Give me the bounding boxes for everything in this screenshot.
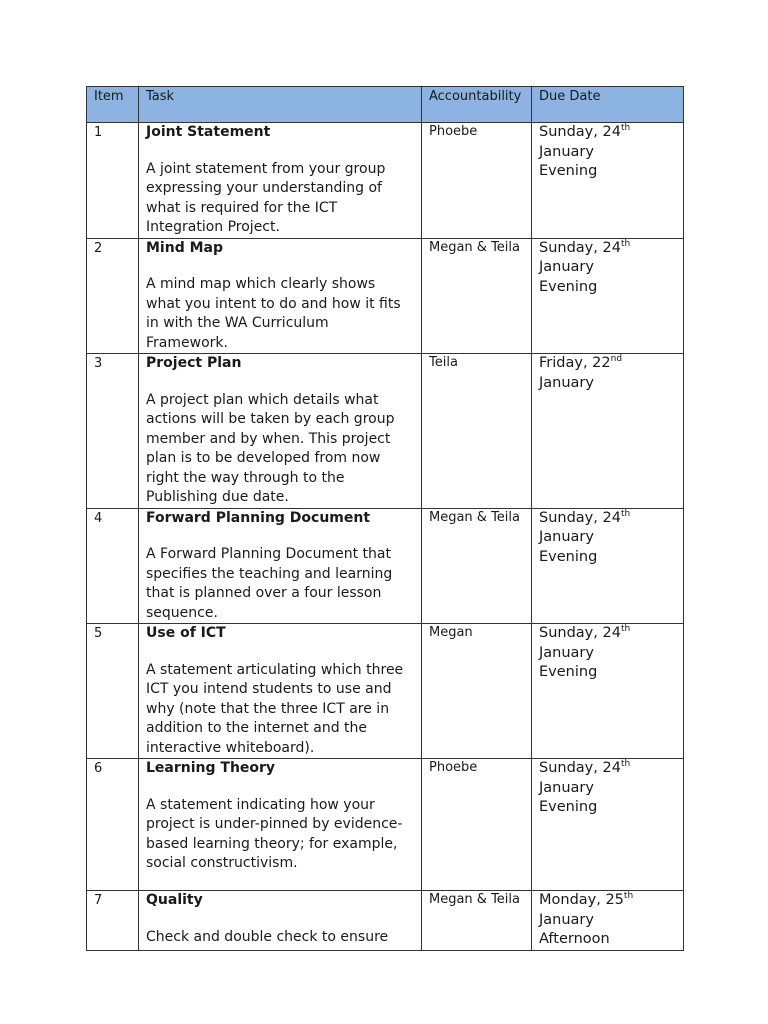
accountability-cell: Megan	[422, 624, 532, 759]
item-number: 5	[87, 624, 139, 759]
due-date-cell	[532, 891, 684, 951]
project-task-table	[86, 86, 684, 951]
accountability-cell: Phoebe	[422, 759, 532, 891]
due-month: January	[539, 911, 594, 928]
due-month: January	[539, 529, 594, 545]
due-day-suffix: th	[620, 238, 631, 249]
task-description: A project plan which details what actions will be taken by each group member and by when. This project plan is to be developed from now right the way through to the Publishing due date.	[146, 391, 395, 505]
due-time: Evening	[539, 163, 598, 179]
due-month: January	[539, 644, 594, 661]
accountability-cell: Teila	[422, 354, 532, 509]
due-time: Evening	[539, 799, 598, 815]
task-title: Learning Theory	[146, 760, 276, 776]
task-description: A statement indicating how your project is under-pinned by evidence-based learning theory; for example, social constructivism.	[146, 796, 403, 871]
due-day-suffix: th	[620, 759, 631, 770]
due-day: Sunday, 24	[539, 509, 621, 526]
task-title: Joint Statement	[146, 124, 271, 140]
task-cell	[139, 354, 422, 509]
due-day: Friday, 22	[539, 355, 611, 371]
due-day-suffix: th	[620, 508, 631, 519]
due-date-cell	[532, 624, 684, 759]
table-row	[87, 508, 684, 624]
task-title: Forward Planning Document	[146, 509, 371, 526]
item-number: 7	[87, 891, 139, 951]
due-time: Evening	[539, 664, 598, 680]
accountability-cell: Megan & Teila	[422, 238, 532, 354]
accountability-cell: Megan & Teila	[422, 508, 532, 624]
header-accountability: Accountability	[422, 87, 532, 123]
task-title: Mind Map	[146, 239, 223, 256]
task-title: Use of ICT	[146, 625, 226, 641]
table-row	[87, 123, 684, 239]
task-cell	[139, 123, 422, 239]
due-day: Sunday, 24	[539, 760, 621, 776]
item-number: 3	[87, 354, 139, 509]
task-cell	[139, 891, 422, 951]
task-cell	[139, 759, 422, 891]
due-day: Sunday, 24	[539, 124, 621, 140]
due-date-cell	[532, 759, 684, 891]
table-header-row	[87, 87, 684, 123]
due-day-suffix: th	[620, 123, 631, 134]
due-month: January	[539, 779, 594, 796]
task-description: A mind map which clearly shows what you intent to do and how it fits in with the WA Curriculum Framework.	[146, 276, 401, 351]
task-description: A joint statement from your group expressing your understanding of what is required for the ICT Integration Project.	[146, 160, 386, 235]
task-description: A statement articulating which three ICT you intend students to use and why (note that the three ICT are in addition to the internet and the interactive whiteboard).	[146, 661, 404, 756]
task-cell	[139, 624, 422, 759]
due-time: Evening	[539, 548, 598, 565]
due-time: Afternoon	[539, 931, 610, 947]
due-date-cell	[532, 508, 684, 624]
accountability-cell: Megan & Teila	[422, 891, 532, 951]
task-cell	[139, 238, 422, 354]
due-month: January	[539, 143, 594, 160]
item-number: 2	[87, 238, 139, 354]
header-item: Item	[87, 87, 139, 123]
due-month: January	[539, 259, 594, 275]
header-due-date: Due Date	[532, 87, 684, 123]
due-day-suffix: th	[623, 891, 634, 902]
item-number: 1	[87, 123, 139, 239]
table-row	[87, 759, 684, 891]
due-date-cell	[532, 238, 684, 354]
task-title: Quality	[146, 892, 203, 908]
due-month: January	[539, 374, 594, 391]
due-day: Sunday, 24	[539, 625, 621, 641]
due-day-suffix: nd	[610, 354, 623, 365]
due-day: Sunday, 24	[539, 239, 621, 256]
table-row	[87, 891, 684, 951]
table-row	[87, 624, 684, 759]
table-row	[87, 354, 684, 509]
item-number: 4	[87, 508, 139, 624]
task-description: Check and double check to ensure	[146, 928, 389, 945]
item-number: 6	[87, 759, 139, 891]
due-day-suffix: th	[620, 624, 631, 635]
due-date-cell	[532, 123, 684, 239]
due-time: Evening	[539, 278, 598, 295]
table-row	[87, 238, 684, 354]
accountability-cell: Phoebe	[422, 123, 532, 239]
task-cell	[139, 508, 422, 624]
task-description: A Forward Planning Document that specifies the teaching and learning that is planned over a four lesson sequence.	[146, 546, 393, 621]
header-task: Task	[139, 87, 422, 123]
due-day: Monday, 25	[539, 892, 624, 908]
task-title: Project Plan	[146, 355, 242, 371]
due-date-cell	[532, 354, 684, 509]
